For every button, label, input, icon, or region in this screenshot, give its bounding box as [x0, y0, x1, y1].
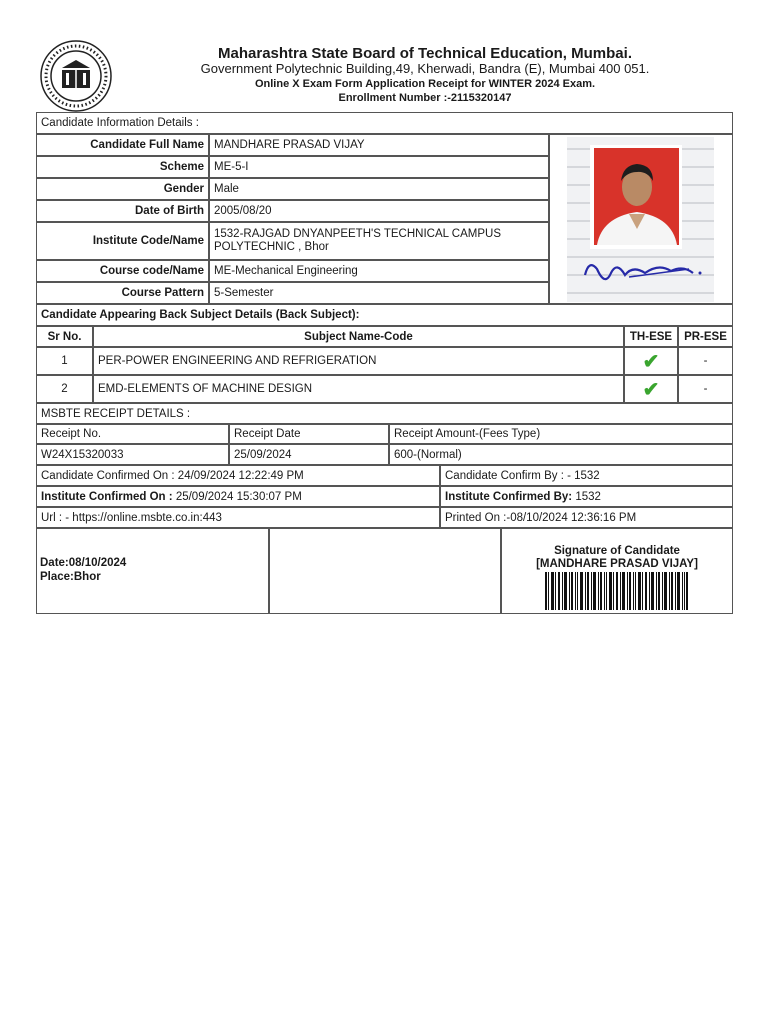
- receipt-no-header: Receipt No.: [36, 424, 229, 444]
- receipt-date-header: Receipt Date: [229, 424, 389, 444]
- institute-confirmed-by-value: 1532: [575, 490, 601, 503]
- footer-place: Place:Bhor: [40, 571, 101, 583]
- enrollment-number: Enrollment Number :-2115320147: [338, 92, 512, 104]
- receipt-amount-header: Receipt Amount-(Fees Type): [389, 424, 733, 444]
- table-row-sr: 2: [36, 375, 93, 403]
- value-gender: Male: [209, 178, 549, 200]
- col-sr-no: Sr No.: [36, 326, 93, 347]
- label-dob: Date of Birth: [36, 200, 209, 222]
- label-course-pattern: Course Pattern: [36, 282, 209, 304]
- signature-title: Signature of Candidate: [554, 545, 680, 557]
- receipt-amount-value: 600-(Normal): [389, 444, 733, 465]
- table-row-sr: 1: [36, 347, 93, 375]
- institute-confirmed-by: [440, 486, 733, 507]
- value-full-name: MANDHARE PRASAD VIJAY: [209, 134, 549, 156]
- receipt-no-value: W24X15320033: [36, 444, 229, 465]
- check-icon: ✔: [624, 375, 678, 403]
- candidate-confirmed-on: Candidate Confirmed On : 24/09/2024 12:22:49 PM: [36, 465, 440, 486]
- check-icon: ✔: [624, 347, 678, 375]
- institute-confirmed-by-label: Institute Confirmed By:: [445, 490, 573, 503]
- blank-cell: [269, 528, 501, 614]
- receipt-section-title: MSBTE RECEIPT DETAILS :: [36, 403, 733, 424]
- label-gender: Gender: [36, 178, 209, 200]
- label-institute: Institute Code/Name: [36, 222, 209, 260]
- value-scheme: ME-5-I: [209, 156, 549, 178]
- label-course: Course code/Name: [36, 260, 209, 282]
- col-subject: Subject Name-Code: [93, 326, 624, 347]
- candidate-photo: [567, 137, 714, 302]
- url-text: Url : - https://online.msbte.co.in:443: [36, 507, 440, 528]
- col-pr-ese: PR-ESE: [678, 326, 733, 347]
- signature-name: [MANDHARE PRASAD VIJAY]: [536, 558, 698, 570]
- value-dob: 2005/08/20: [209, 200, 549, 222]
- footer-date: Date:08/10/2024: [40, 557, 127, 569]
- value-institute: 1532-RAJGAD DNYANPEETH'S TECHNICAL CAMPUS POLYTECHNIC , Bhor: [209, 222, 549, 260]
- table-row-subject: PER-POWER ENGINEERING AND REFRIGERATION: [93, 347, 624, 375]
- institute-confirmed-on: [36, 486, 440, 507]
- institute-confirmed-on-label: Institute Confirmed On :: [41, 490, 173, 503]
- board-title: Maharashtra State Board of Technical Education, Mumbai.: [218, 45, 632, 62]
- receipt-date-value: 25/09/2024: [229, 444, 389, 465]
- board-address: Government Polytechnic Building,49, Kherwadi, Bandra (E), Mumbai 400 051.: [200, 61, 650, 76]
- back-subject-section-title: Candidate Appearing Back Subject Details (Back Subject):: [36, 304, 733, 326]
- barcode: [545, 572, 688, 610]
- printed-on: Printed On :-08/10/2024 12:36:16 PM: [440, 507, 733, 528]
- signature-label: [0, 0, 1, 1]
- msbte-logo: [40, 40, 112, 112]
- form-title: Online X Exam Form Application Receipt for WINTER 2024 Exam.: [254, 78, 596, 90]
- label-scheme: Scheme: [36, 156, 209, 178]
- value-course: ME-Mechanical Engineering: [209, 260, 549, 282]
- institute-confirmed-on-value: 25/09/2024 15:30:07 PM: [175, 490, 302, 503]
- value-course-pattern: 5-Semester: [209, 282, 549, 304]
- col-th-ese: TH-ESE: [624, 326, 678, 347]
- table-row-pr-ese: -: [678, 347, 733, 375]
- candidate-section-title: Candidate Information Details :: [36, 112, 733, 134]
- table-row-subject: EMD-ELEMENTS OF MACHINE DESIGN: [93, 375, 624, 403]
- label-full-name: Candidate Full Name: [36, 134, 209, 156]
- table-row-pr-ese: -: [678, 375, 733, 403]
- candidate-confirm-by: Candidate Confirm By : - 1532: [440, 465, 733, 486]
